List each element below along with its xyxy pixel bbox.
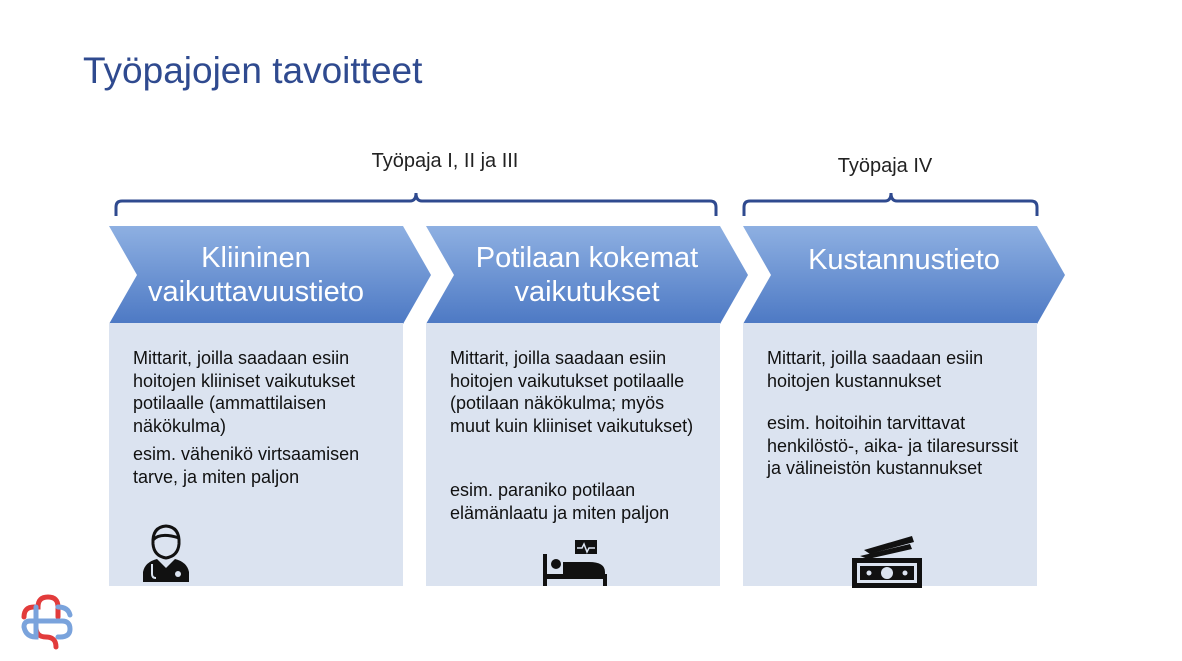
hospital-bed-icon bbox=[541, 540, 609, 588]
organization-logo bbox=[18, 593, 76, 651]
bracket-workshop-4 bbox=[744, 193, 1037, 216]
slide-title: Työpajojen tavoitteet bbox=[83, 50, 423, 91]
doctor-icon bbox=[140, 522, 192, 584]
money-icon bbox=[850, 534, 924, 590]
bracket-workshops-1-3 bbox=[116, 193, 716, 216]
bracket-label-workshops-1-3: Työpaja I, II ja III bbox=[371, 150, 519, 172]
heading-patient: Potilaan kokemat vaikutukset bbox=[475, 242, 699, 308]
example-clinical: esim. vähenikö virtsaamisen tarve, ja miten paljon bbox=[133, 444, 360, 487]
example-patient: esim. paraniko potilaan elämänlaatu ja miten paljon bbox=[450, 480, 670, 523]
workshop-brackets bbox=[0, 0, 1182, 230]
description-clinical: Mittarit, joilla saadaan esiin hoitojen kliiniset vaikutukset potilaalle (ammattilaisen näkökulma) bbox=[133, 348, 356, 436]
heading-clinical: Kliininen vaikuttavuustieto bbox=[147, 242, 364, 308]
example-cost: esim. hoitoihin tarvittavat henkilöstö-, aika- ja tilaresurssit ja välineistön kustannukset bbox=[767, 413, 1019, 478]
heading-cost: Kustannustieto bbox=[808, 244, 1000, 276]
description-patient: Mittarit, joilla saadaan esiin hoitojen vaikutukset potilaalle (potilaan näkökulma; myös muut kuin kliiniset vaikutukset) bbox=[450, 348, 694, 436]
bracket-label-workshop-4: Työpaja IV bbox=[837, 155, 933, 177]
description-cost: Mittarit, joilla saadaan esiin hoitojen kustannukset bbox=[767, 348, 984, 391]
